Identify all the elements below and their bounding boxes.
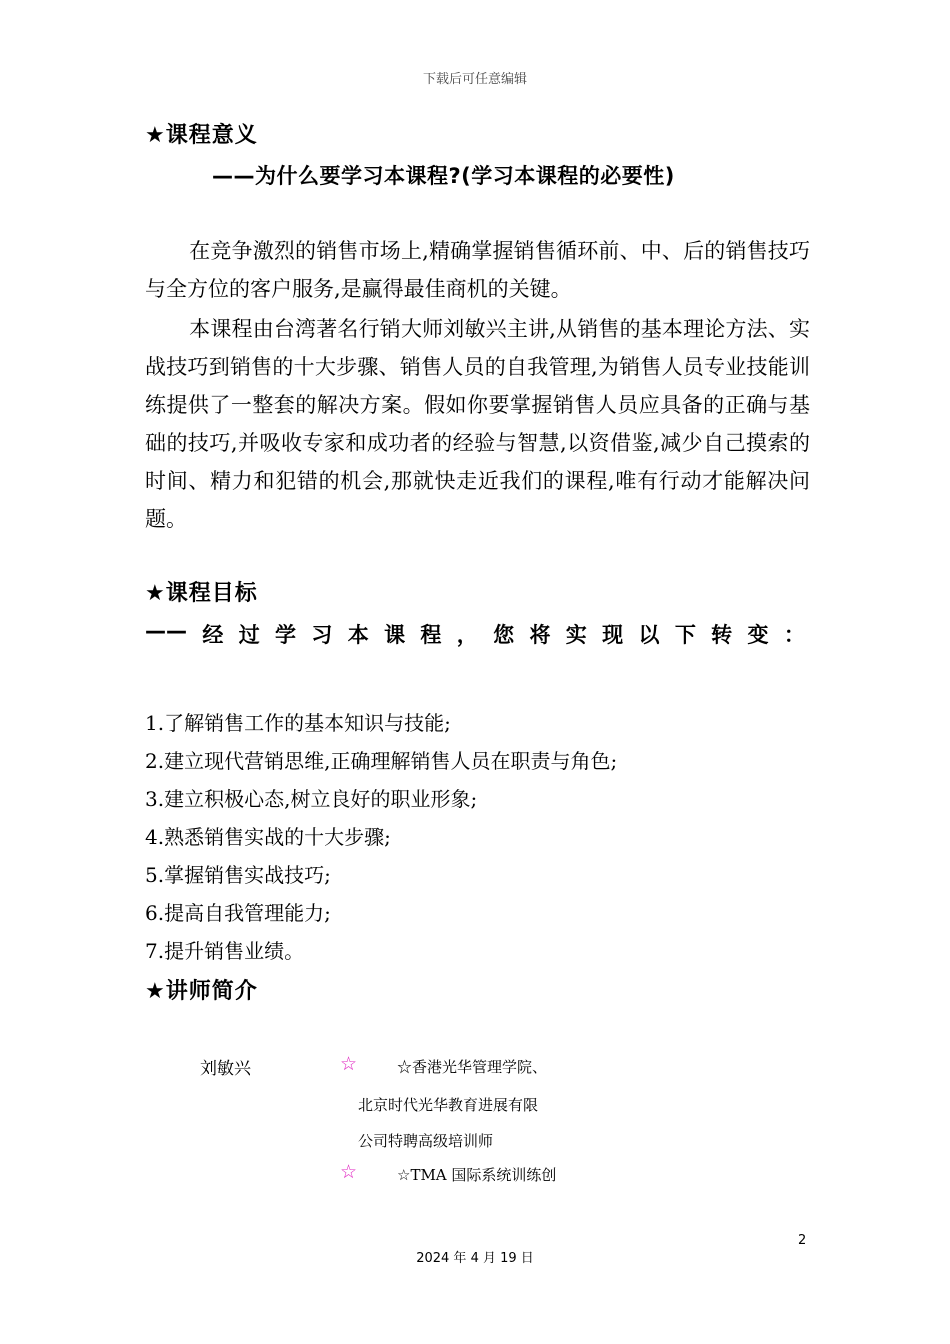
section-subtitle-goals xyxy=(145,619,805,649)
footer-date: 2024 年 4 月 19 日 xyxy=(416,1251,534,1266)
section-subtitle-why-learn: ——为什么要学习本课程?(学习本课程的必要性) xyxy=(212,164,675,188)
page-number: 2 xyxy=(798,1233,807,1248)
paragraph-2-text: 本课程由台湾著名行销大师刘敏兴主讲,从销售的基本理论方法、实战技巧到销售的十大步骤、销售人员的自我管理,为销售人员专业技能训练提供了一整套的解决方案。假如你要掌握销售人员应具备的正确与基础的技巧,并吸收专家和成功者的经验与智慧,以资借鉴,减少自己摸索的时间、精力和犯错的机会,那就快走近我们的课程,唯有行动才能解决问题。 xyxy=(145,317,810,531)
goal-sub-char: ： xyxy=(783,623,805,647)
goal-sub-char: —— xyxy=(145,619,187,643)
goal-sub-char: 过 xyxy=(238,623,260,647)
section-title-course-goals: ★课程目标 xyxy=(145,581,258,606)
goal-sub-char: 下 xyxy=(674,623,696,647)
page-header: 下载后可任意编辑 xyxy=(422,72,527,87)
goal-sub-char: 经 xyxy=(202,623,224,647)
goal-item: 3.建立积极心态,树立良好的职业形象; xyxy=(145,787,478,811)
goal-item: 6.提高自我管理能力; xyxy=(145,901,331,925)
goal-sub-char: 程 xyxy=(420,623,442,647)
instructor-intro-line: ☆香港光华管理学院、 xyxy=(397,1058,548,1076)
goal-list xyxy=(145,704,617,970)
goal-sub-char: ， xyxy=(456,623,478,647)
goal-sub-char: 实 xyxy=(565,623,587,647)
goal-item: 2.建立现代营销思维,正确理解销售人员在职责与角色; xyxy=(145,749,618,773)
paragraph-2 xyxy=(145,310,810,538)
goal-sub-char: 将 xyxy=(529,623,551,647)
goal-sub-char: 转 xyxy=(711,623,733,647)
section-title-instructor-intro: ★讲师简介 xyxy=(145,979,258,1004)
goal-item: 5.掌握销售实战技巧; xyxy=(145,863,331,887)
goal-item: 1.了解销售工作的基本知识与技能; xyxy=(145,711,451,735)
goal-sub-char: 您 xyxy=(493,623,515,647)
paragraph-1-text: 在竞争激烈的销售市场上,精确掌握销售循环前、中、后的销售技巧与全方位的客户服务,是赢得最佳商机的关键。 xyxy=(145,239,810,301)
instructor-name: 刘敏兴 xyxy=(200,1059,251,1079)
goal-sub-char: 现 xyxy=(602,623,624,647)
goal-item: 7.提升销售业绩。 xyxy=(145,939,305,963)
goal-item: 4.熟悉销售实战的十大步骤; xyxy=(145,825,391,849)
goal-sub-char: 变 xyxy=(747,623,769,647)
goal-sub-char: 习 xyxy=(311,623,333,647)
goal-sub-char: 本 xyxy=(347,623,369,647)
star-outline-icon: ☆ xyxy=(340,1054,358,1075)
goal-sub-char: 课 xyxy=(384,623,406,647)
instructor-intro-line: ☆TMA 国际系统训练创 xyxy=(397,1166,557,1184)
star-outline-icon: ☆ xyxy=(340,1162,358,1183)
instructor-intro-line: 北京时代光华教育进展有限 xyxy=(358,1096,539,1114)
goal-sub-char: 学 xyxy=(275,623,297,647)
section-title-course-meaning: ★课程意义 xyxy=(145,123,258,148)
paragraph-1 xyxy=(145,232,810,308)
goal-sub-char: 以 xyxy=(638,623,660,647)
instructor-intro-line: 公司特聘高级培训师 xyxy=(358,1132,494,1150)
